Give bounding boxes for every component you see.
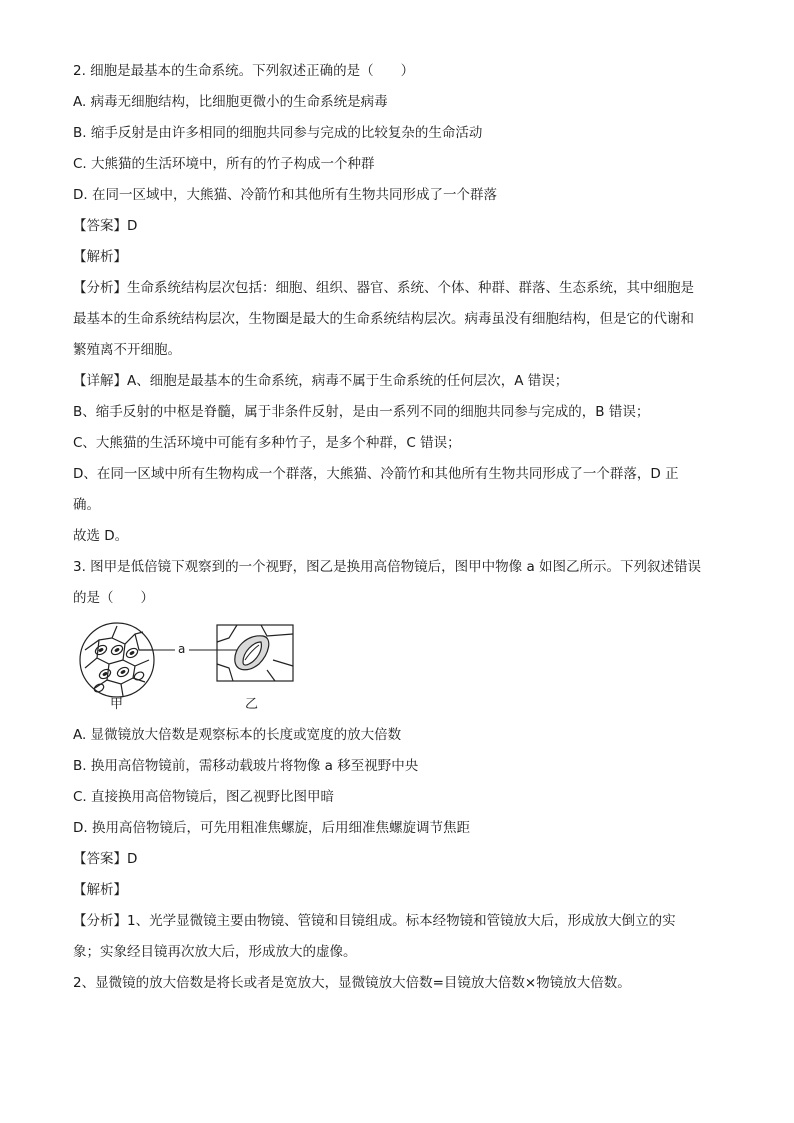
microscope-figure-drawing xyxy=(77,620,307,700)
q2-analysis-line-3: 繁殖离不开细胞。 xyxy=(73,342,181,358)
low-power-field-jia xyxy=(80,623,154,697)
q3-analysis-line-2: 象；实象经目镜再次放大后，形成放大的虚像。 xyxy=(73,944,357,960)
q2-answer: 【答案】D xyxy=(73,218,138,234)
q2-detail-line-2: B、缩手反射的中枢是脊髓，属于非条件反射，是由一系列不同的细胞共同参与完成的，B 错误； xyxy=(73,404,650,420)
q2-detail-line-4: D、在同一区域中所有生物构成一个群落，大熊猫、冷箭竹和其他所有生物共同形成了一个群落，D 正 xyxy=(73,466,679,482)
q3-stem-line-2: 的是（ ） xyxy=(73,590,154,606)
q3-stem-line-1: 3. 图甲是低倍镜下观察到的一个视野，图乙是换用高倍物镜后，图甲中物像 a 如图乙所示。下列叙述错误 xyxy=(73,559,702,575)
q3-option-b: B. 换用高倍物镜前，需移动载玻片将物像 a 移至视野中央 xyxy=(73,758,419,774)
q3-jiexi-heading: 【解析】 xyxy=(73,882,127,898)
document-page xyxy=(73,62,723,1005)
microscope-figure xyxy=(77,620,307,716)
q2-option-a: A. 病毒无细胞结构，比细胞更微小的生命系统是病毒 xyxy=(73,94,388,110)
q2-analysis-line-2: 最基本的生命系统结构层次，生物圈是最大的生命系统结构层次。病毒虽没有细胞结构，但是它的代谢和 xyxy=(73,311,694,327)
high-power-field-yi xyxy=(217,625,293,681)
q3-option-a: A. 显微镜放大倍数是观察标本的长度或宽度的放大倍数 xyxy=(73,727,402,743)
q2-detail-line-5: 确。 xyxy=(73,497,100,513)
q2-option-b: B. 缩手反射是由许多相同的细胞共同参与完成的比较复杂的生命活动 xyxy=(73,125,483,141)
q2-stem: 2. 细胞是最基本的生命系统。下列叙述正确的是（ ） xyxy=(73,63,415,79)
q2-conclusion: 故选 D。 xyxy=(73,528,129,544)
q2-option-d: D. 在同一区域中，大熊猫、冷箭竹和其他所有生物共同形成了一个群落 xyxy=(73,187,497,203)
figure-label-jia: 甲 xyxy=(110,697,124,712)
figure-label-a: a xyxy=(178,642,186,656)
q3-option-d: D. 换用高倍物镜后，可先用粗准焦螺旋，后用细准焦螺旋调节焦距 xyxy=(73,820,470,836)
q2-detail-line-3: C、大熊猫的生活环境中可能有多种竹子，是多个种群，C 错误； xyxy=(73,435,461,451)
q3-analysis-line-3: 2、显微镜的放大倍数是将长或者是宽放大，显微镜放大倍数=目镜放大倍数×物镜放大倍数。 xyxy=(73,975,631,991)
q2-analysis-line-1: 【分析】生命系统结构层次包括：细胞、组织、器官、系统、个体、种群、群落、生态系统，其中细胞是 xyxy=(73,280,694,296)
q2-detail-line-1: 【详解】A、细胞是最基本的生命系统，病毒不属于生命系统的任何层次，A 错误； xyxy=(73,373,569,389)
q3-answer: 【答案】D xyxy=(73,851,138,867)
q3-option-c: C. 直接换用高倍物镜后，图乙视野比图甲暗 xyxy=(73,789,335,805)
figure-label-yi: 乙 xyxy=(245,697,259,712)
q3-analysis-line-1: 【分析】1、光学显微镜主要由物镜、管镜和目镜组成。标本经物镜和管镜放大后，形成放大倒立的实 xyxy=(73,913,676,929)
q2-jiexi-heading: 【解析】 xyxy=(73,249,127,265)
q2-option-c: C. 大熊猫的生活环境中，所有的竹子构成一个种群 xyxy=(73,156,375,172)
